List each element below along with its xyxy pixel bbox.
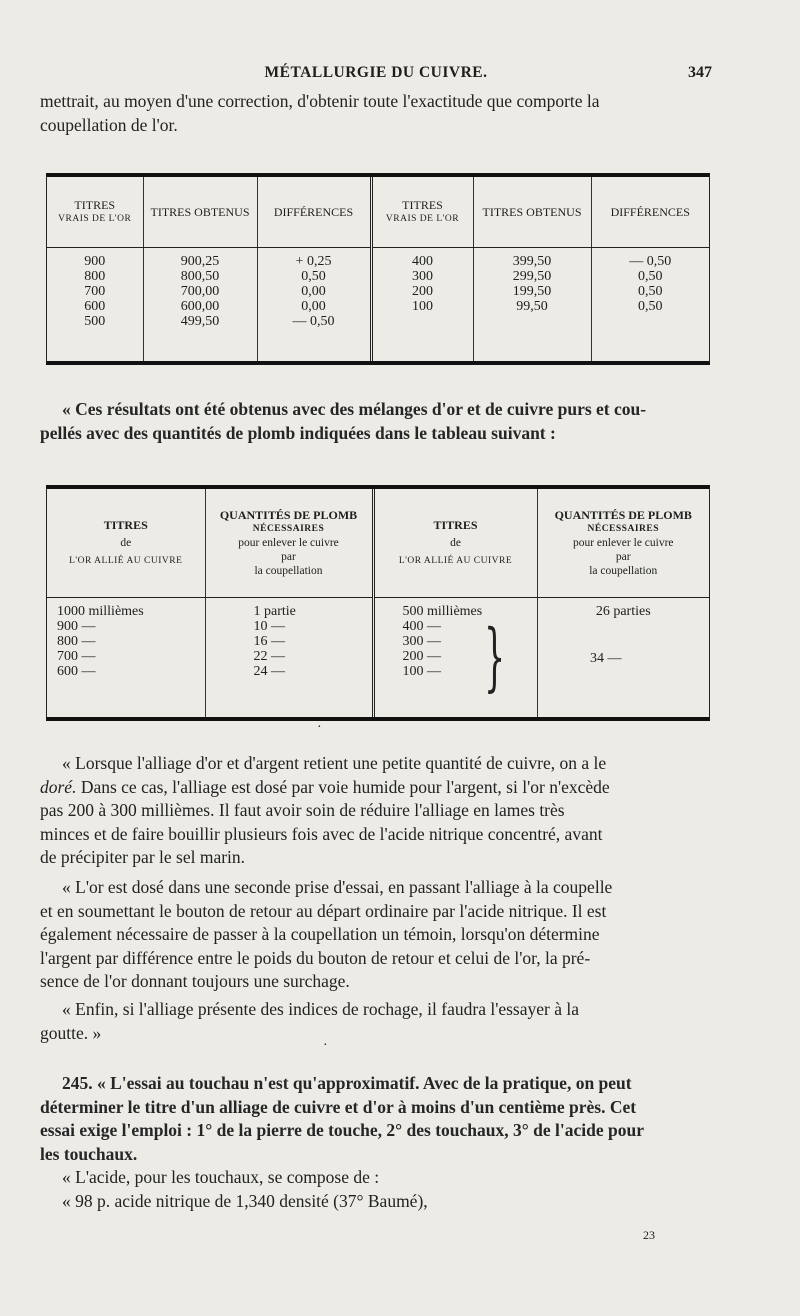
grouping-brace: } — [484, 614, 506, 700]
text-line: également nécessaire de passer à la coupellation un témoin, lorsqu'on détermine — [40, 924, 600, 945]
signature-mark: 23 — [643, 1228, 655, 1242]
column-plomb-right: 26 parties — [595, 603, 651, 619]
text-line: pas 200 à 300 millièmes. Il faut avoir soin de réduire l'alliage en lames très — [40, 800, 565, 821]
text-line: 245. « L'essai au touchau n'est qu'approximatif. Avec de la pratique, on peut — [62, 1073, 632, 1093]
header-differences-right: DIFFÉRENCES — [591, 177, 709, 247]
section-245-paragraph — [40, 1072, 712, 1166]
dore-paragraph — [40, 752, 712, 870]
column-differences: + 0,25 0,50 0,00 0,00 — 0,50 — [257, 247, 371, 361]
text-line: « L'or est dosé dans une seconde prise d'essai, en passant l'alliage à la coupelle — [62, 877, 613, 897]
text-line: doré. Dans ce cas, l'alliage est dosé par voie humide pour l'argent, si l'or n'excède — [40, 776, 610, 797]
text-line: mettrait, au moyen d'une correction, d'obtenir toute l'exactitude que comporte la — [40, 91, 600, 111]
or-paragraph — [40, 876, 712, 994]
column-obtenus: 900,25 800,50 700,00 600,00 499,50 — [143, 247, 257, 361]
text-line: « 98 p. acide nitrique de 1,340 densité (37° Baumé), — [62, 1190, 428, 1211]
text-line: « Ces résultats ont été obtenus avec des mélanges d'or et de cuivre purs et cou- — [62, 399, 647, 419]
titles-comparison-table — [46, 173, 710, 365]
decorative-dot: · — [317, 720, 322, 735]
column-obtenus-right: 399,50 299,50 199,50 99,50 — [473, 247, 591, 361]
text-line: « L'acide, pour les touchaux, se compose de : — [62, 1167, 380, 1187]
text-line: l'argent par différence entre le poids du bouton de retour et celui de l'or, la pré- — [40, 947, 591, 968]
column-vrais: 900 800 700 600 500 — [47, 247, 143, 361]
text-line: sence de l'or donnant toujours une surchage. — [40, 971, 350, 992]
text-line: et en soumettant le bouton de retour au départ ordinaire par l'acide nitrique. Il est — [40, 900, 607, 921]
decorative-dot: · — [323, 1038, 328, 1053]
text-line: « Lorsque l'alliage d'or et d'argent retient une petite quantité de cuivre, on a le — [62, 753, 607, 773]
header-quantites-plomb: QUANTITÉS DE PLOMB NÉCESSAIRES pour enlever le cuivre par la coupellation — [205, 489, 373, 597]
column-titres-right: 500 millièmes 400 — 300 — 200 — 100 — — [373, 597, 537, 717]
text-line: essai exige l'emploi : 1° de la pierre de touche, 2° des touchaux, 3° de l'acide pour — [40, 1120, 644, 1141]
text-line: pellés avec des quantités de plomb indiquées dans le tableau suivant : — [40, 422, 556, 443]
column-differences-right: — 0,50 0,50 0,50 0,50 — [629, 253, 672, 315]
header-titres-vrais-right: TITRES VRAIS DE L'OR — [371, 177, 473, 247]
header-titres-obtenus-right: TITRES OBTENUS — [473, 177, 591, 247]
page-number: 347 — [688, 64, 712, 81]
header-titres-vrais: TITRES VRAIS DE L'OR — [47, 177, 143, 247]
results-paragraph — [40, 398, 712, 445]
header-quantites-plomb-right: QUANTITÉS DE PLOMB NÉCESSAIRES pour enlever le cuivre par la coupellation — [537, 489, 709, 597]
column-plomb: 1 partie 10 — 16 — 22 — 24 — — [205, 597, 373, 717]
column-titres: 1000 millièmes 900 — 800 — 700 — 600 — — [47, 597, 205, 717]
text-line: les touchaux. — [40, 1143, 138, 1164]
header-titres-or-allie-right: TITRES de L'OR ALLIÉ AU CUIVRE — [373, 489, 537, 597]
lead-quantities-table — [46, 485, 710, 721]
text-line: minces et de faire bouillir plusieurs fois avec de l'acide nitrique concentré, avant — [40, 823, 603, 844]
rochage-paragraph — [40, 998, 712, 1045]
acide-paragraph — [40, 1166, 712, 1213]
running-title: MÉTALLURGIE DU CUIVRE. — [264, 64, 488, 81]
page-header — [40, 64, 712, 88]
column-vrais-right: 400 300 200 100 — [371, 247, 473, 361]
header-titres-obtenus: TITRES OBTENUS — [143, 177, 257, 247]
header-differences: DIFFÉRENCES — [257, 177, 371, 247]
text-line: coupellation de l'or. — [40, 114, 178, 135]
text-line: goutte. » — [40, 1022, 102, 1043]
text-line: déterminer le titre d'un alliage de cuivre et d'or à moins d'un centième près. Cet — [40, 1096, 637, 1117]
text-line: « Enfin, si l'alliage présente des indices de rochage, il faudra l'essayer à la — [62, 999, 580, 1019]
intro-paragraph — [40, 90, 712, 137]
text-line: de précipiter par le sel marin. — [40, 847, 246, 868]
grouped-lead-quantity: 34 — — [590, 651, 622, 666]
header-titres-or-allie: TITRES de L'OR ALLIÉ AU CUIVRE — [47, 489, 205, 597]
